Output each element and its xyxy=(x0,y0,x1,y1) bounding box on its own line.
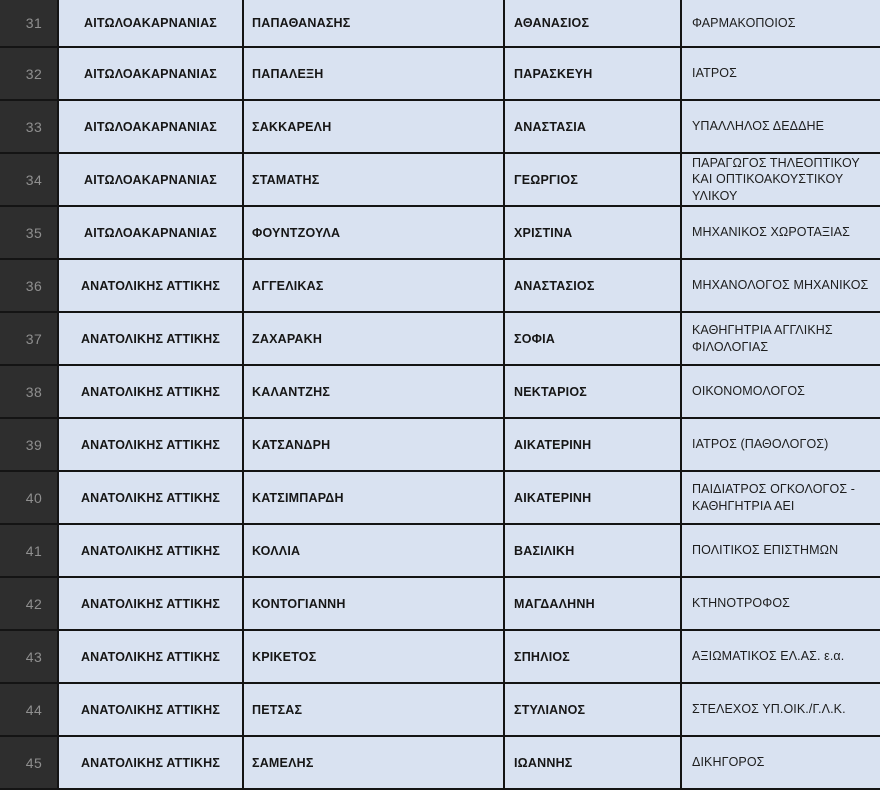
surname-text: ΣΑΚΚΑΡΕΛΗ xyxy=(252,119,332,134)
region-cell xyxy=(57,472,242,523)
surname-text: ΣΑΜΕΛΗΣ xyxy=(252,755,314,770)
row-number: 32 xyxy=(25,65,43,82)
row-number-cell xyxy=(0,525,57,576)
table-row xyxy=(0,631,880,684)
surname-cell xyxy=(242,578,503,629)
profession-cell xyxy=(680,48,880,99)
surname-text: ΠΕΤΣΑΣ xyxy=(252,702,303,717)
row-number-cell xyxy=(0,154,57,205)
region-cell xyxy=(57,154,242,205)
table-row xyxy=(0,366,880,419)
region-cell xyxy=(57,260,242,311)
surname-cell xyxy=(242,101,503,152)
surname-text: ΚΟΝΤΟΓΙΑΝΝΗ xyxy=(252,596,346,611)
region-text: ΑΙΤΩΛΟΑΚΑΡΝΑΝΙΑΣ xyxy=(83,66,218,81)
region-cell xyxy=(57,684,242,735)
region-cell xyxy=(57,207,242,258)
profession-text: ΣΤΕΛΕΧΟΣ ΥΠ.ΟΙΚ./Γ.Λ.Κ. xyxy=(692,702,846,717)
region-text: ΑΝΑΤΟΛΙΚΗΣ ΑΤΤΙΚΗΣ xyxy=(80,437,221,452)
surname-text: ΠΑΠΑΛΕΞΗ xyxy=(252,66,324,81)
profession-text: ΠΑΙΔΙΑΤΡΟΣ ΟΓΚΟΛΟΓΟΣ - ΚΑΘΗΓΗΤΡΙΑ ΑΕΙ xyxy=(692,482,856,513)
profession-text: ΥΠΑΛΛΗΛΟΣ ΔΕΔΔΗΕ xyxy=(692,119,825,134)
firstname-text: ΑΘΑΝΑΣΙΟΣ xyxy=(514,16,590,30)
firstname-text: ΓΕΩΡΓΙΟΣ xyxy=(514,172,579,187)
profession-text: ΚΤΗΝΟΤΡΟΦΟΣ xyxy=(692,596,790,611)
firstname-text: ΧΡΙΣΤΙΝΑ xyxy=(514,225,573,240)
profession-text: ΚΑΘΗΓΗΤΡΙΑ ΑΓΓΛΙΚΗΣ ΦΙΛΟΛΟΓΙΑΣ xyxy=(692,323,833,354)
region-cell xyxy=(57,48,242,99)
row-number-cell xyxy=(0,419,57,470)
row-number-cell xyxy=(0,578,57,629)
row-number: 42 xyxy=(25,595,43,612)
profession-cell xyxy=(680,737,880,788)
row-number-cell xyxy=(0,101,57,152)
profession-text: ΙΑΤΡΟΣ (ΠΑΘΟΛΟΓΟΣ) xyxy=(692,437,829,452)
firstname-text: ΑΝΑΣΤΑΣΙΑ xyxy=(514,119,587,134)
row-number: 33 xyxy=(25,118,43,135)
table-row xyxy=(0,48,880,101)
profession-cell xyxy=(680,684,880,735)
region-cell xyxy=(57,578,242,629)
profession-cell xyxy=(680,631,880,682)
region-text: ΑΝΑΤΟΛΙΚΗΣ ΑΤΤΙΚΗΣ xyxy=(80,596,221,611)
firstname-cell xyxy=(503,684,680,735)
surname-cell xyxy=(242,207,503,258)
row-number-cell xyxy=(0,684,57,735)
row-number: 34 xyxy=(25,171,43,188)
firstname-cell xyxy=(503,737,680,788)
firstname-cell xyxy=(503,578,680,629)
surname-text: ΠΑΠΑΘΑΝΑΣΗΣ xyxy=(252,16,351,30)
firstname-text: ΝΕΚΤΑΡΙΟΣ xyxy=(514,384,587,399)
profession-text: ΟΙΚΟΝΟΜΟΛΟΓΟΣ xyxy=(692,384,805,399)
profession-text: ΦΑΡΜΑΚΟΠΟΙΟΣ xyxy=(692,15,796,30)
surname-text: ΚΑΛΑΝΤΖΗΣ xyxy=(252,384,331,399)
region-text: ΑΝΑΤΟΛΙΚΗΣ ΑΤΤΙΚΗΣ xyxy=(80,702,221,717)
profession-text: ΔΙΚΗΓΟΡΟΣ xyxy=(692,755,765,770)
row-number: 39 xyxy=(25,436,43,453)
profession-text: ΠΟΛΙΤΙΚΟΣ ΕΠΙΣΤΗΜΩΝ xyxy=(692,543,839,558)
firstname-cell xyxy=(503,631,680,682)
row-number: 36 xyxy=(25,277,43,294)
region-text: ΑΝΑΤΟΛΙΚΗΣ ΑΤΤΙΚΗΣ xyxy=(80,278,221,293)
profession-cell xyxy=(680,101,880,152)
surname-cell xyxy=(242,48,503,99)
table-row xyxy=(0,207,880,260)
firstname-text: ΒΑΣΙΛΙΚΗ xyxy=(514,543,575,558)
row-number-cell xyxy=(0,0,57,46)
table-row xyxy=(0,578,880,631)
region-cell xyxy=(57,0,242,46)
surname-text: ΚΟΛΛΙΑ xyxy=(252,543,301,558)
region-text: ΑΝΑΤΟΛΙΚΗΣ ΑΤΤΙΚΗΣ xyxy=(80,649,221,664)
table-row xyxy=(0,472,880,525)
firstname-cell xyxy=(503,472,680,523)
region-cell xyxy=(57,313,242,364)
surname-text: ΚΑΤΣΑΝΔΡΗ xyxy=(252,437,331,452)
firstname-cell xyxy=(503,154,680,205)
surname-text: ΦΟΥΝΤΖΟΥΛΑ xyxy=(252,225,341,240)
firstname-text: ΣΟΦΙΑ xyxy=(514,331,555,346)
surname-cell xyxy=(242,0,503,46)
firstname-text: ΣΠΗΛΙΟΣ xyxy=(514,649,570,664)
region-cell xyxy=(57,101,242,152)
region-text: ΑΙΤΩΛΟΑΚΑΡΝΑΝΙΑΣ xyxy=(83,16,218,30)
row-number-cell xyxy=(0,631,57,682)
profession-cell xyxy=(680,419,880,470)
profession-text: ΜΗΧΑΝΙΚΟΣ ΧΩΡΟΤΑΞΙΑΣ xyxy=(692,225,850,240)
row-number: 43 xyxy=(25,648,43,665)
firstname-text: ΣΤΥΛΙΑΝΟΣ xyxy=(514,702,586,717)
surname-text: ΚΑΤΣΙΜΠΑΡΔΗ xyxy=(252,490,344,505)
row-number-cell xyxy=(0,313,57,364)
profession-cell xyxy=(680,260,880,311)
firstname-text: ΜΑΓΔΑΛΗΝΗ xyxy=(514,596,595,611)
firstname-cell xyxy=(503,366,680,417)
table-row xyxy=(0,313,880,366)
profession-cell xyxy=(680,525,880,576)
surname-cell xyxy=(242,419,503,470)
surname-cell xyxy=(242,472,503,523)
row-number: 31 xyxy=(25,15,43,31)
surname-text: ΖΑΧΑΡΑΚΗ xyxy=(252,331,323,346)
firstname-text: ΠΑΡΑΣΚΕΥΗ xyxy=(514,66,593,81)
surname-cell xyxy=(242,154,503,205)
row-number: 37 xyxy=(25,330,43,347)
surname-cell xyxy=(242,366,503,417)
profession-text: ΜΗΧΑΝΟΛΟΓΟΣ ΜΗΧΑΝΙΚΟΣ xyxy=(692,278,869,293)
region-text: ΑΝΑΤΟΛΙΚΗΣ ΑΤΤΙΚΗΣ xyxy=(80,384,221,399)
region-text: ΑΝΑΤΟΛΙΚΗΣ ΑΤΤΙΚΗΣ xyxy=(80,331,221,346)
region-text: ΑΙΤΩΛΟΑΚΑΡΝΑΝΙΑΣ xyxy=(83,225,218,240)
surname-cell xyxy=(242,525,503,576)
row-number-cell xyxy=(0,260,57,311)
region-text: ΑΝΑΤΟΛΙΚΗΣ ΑΤΤΙΚΗΣ xyxy=(80,755,221,770)
profession-cell xyxy=(680,472,880,523)
profession-cell xyxy=(680,154,880,205)
profession-text: ΙΑΤΡΟΣ xyxy=(692,66,737,81)
region-cell xyxy=(57,631,242,682)
row-number-cell xyxy=(0,207,57,258)
row-number-cell xyxy=(0,48,57,99)
row-number: 41 xyxy=(25,542,43,559)
firstname-cell xyxy=(503,101,680,152)
profession-text: ΑΞΙΩΜΑΤΙΚΟΣ ΕΛ.ΑΣ. ε.α. xyxy=(692,649,845,664)
profession-cell xyxy=(680,0,880,46)
firstname-text: ΑΙΚΑΤΕΡΙΝΗ xyxy=(514,437,592,452)
surname-cell xyxy=(242,260,503,311)
firstname-cell xyxy=(503,207,680,258)
profession-cell xyxy=(680,313,880,364)
row-number: 40 xyxy=(25,489,43,506)
surname-text: ΑΓΓΕΛΙΚΑΣ xyxy=(252,278,324,293)
region-text: ΑΙΤΩΛΟΑΚΑΡΝΑΝΙΑΣ xyxy=(83,119,218,134)
region-cell xyxy=(57,366,242,417)
row-number-cell xyxy=(0,472,57,523)
profession-text: ΠΑΡΑΓΩΓΟΣ ΤΗΛΕΟΠΤΙΚΟΥ ΚΑΙ ΟΠΤΙΚΟΑΚΟΥΣΤΙΚΟΥ ΥΛΙΚΟΥ xyxy=(692,155,860,203)
region-cell xyxy=(57,525,242,576)
region-text: ΑΝΑΤΟΛΙΚΗΣ ΑΤΤΙΚΗΣ xyxy=(80,543,221,558)
table-row xyxy=(0,260,880,313)
row-number: 35 xyxy=(25,224,43,241)
region-text: ΑΝΑΤΟΛΙΚΗΣ ΑΤΤΙΚΗΣ xyxy=(80,490,221,505)
region-cell xyxy=(57,419,242,470)
region-cell xyxy=(57,737,242,788)
table-row xyxy=(0,737,880,790)
firstname-text: ΙΩΑΝΝΗΣ xyxy=(514,755,573,770)
firstname-text: ΑΙΚΑΤΕΡΙΝΗ xyxy=(514,490,592,505)
region-text: ΑΙΤΩΛΟΑΚΑΡΝΑΝΙΑΣ xyxy=(83,172,218,187)
surname-text: ΚΡΙΚΕΤΟΣ xyxy=(252,649,317,664)
firstname-cell xyxy=(503,313,680,364)
row-number: 45 xyxy=(25,754,43,771)
row-number: 44 xyxy=(25,701,43,718)
profession-cell xyxy=(680,366,880,417)
firstname-text: ΑΝΑΣΤΑΣΙΟΣ xyxy=(514,278,595,293)
table-row xyxy=(0,154,880,207)
row-number-cell xyxy=(0,366,57,417)
firstname-cell xyxy=(503,0,680,46)
firstname-cell xyxy=(503,525,680,576)
firstname-cell xyxy=(503,419,680,470)
profession-cell xyxy=(680,207,880,258)
surname-cell xyxy=(242,313,503,364)
surname-text: ΣΤΑΜΑΤΗΣ xyxy=(252,172,320,187)
firstname-cell xyxy=(503,260,680,311)
table-row xyxy=(0,684,880,737)
surname-cell xyxy=(242,684,503,735)
table-row xyxy=(0,0,880,48)
table-row xyxy=(0,525,880,578)
firstname-cell xyxy=(503,48,680,99)
table-row xyxy=(0,101,880,154)
table-row xyxy=(0,419,880,472)
row-number-cell xyxy=(0,737,57,788)
profession-cell xyxy=(680,578,880,629)
surname-cell xyxy=(242,737,503,788)
row-number: 38 xyxy=(25,383,43,400)
surname-cell xyxy=(242,631,503,682)
